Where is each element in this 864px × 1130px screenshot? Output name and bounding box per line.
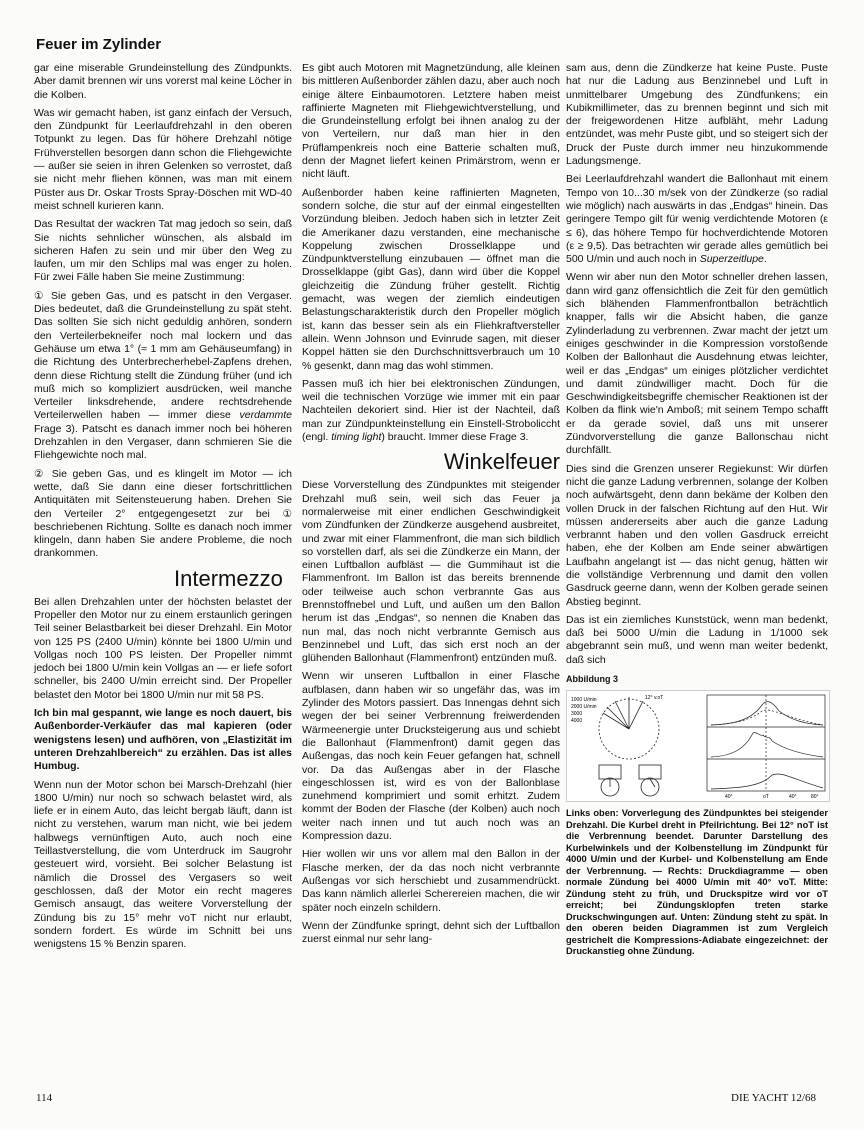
paragraph: Diese Vorverstellung des Zündpunktes mit steigender Drehzahl muß sein, weil sich das Feuer ja normalerweise mit einer endlichen Geschwindigkeit vom Zündfunken der Zündkerze ausgehend ausbreitet, und zwar mit einer Flammenfront, die man sich bildlich so vorstellen darf, als sei die Zündkerze ein Mann, der einen Luftballon aufbläst — die Gummihaut ist die Flammenfront. Im Ballon ist das bereits brennende oder teilweise auch schon verbrannte Gas aus Brennstoffnebel und Luft, und außen um den Ballon herum ist das „Endgas“, so nennen die Knaben das nun mal, das noch nicht verbrannte Gemisch aus Benzinnebel und Luft, das sich erst noch an der glühenden Ballonhaut (Flammenfront) entzünden muß. (302, 479, 560, 665)
figure-3-drawing (567, 691, 829, 801)
pressure-diagrams (707, 695, 825, 791)
paragraph: Wenn wir unseren Luftballon in einer Flasche aufblasen, dann haben wir so ungefähr das, was im Zylinder des Motors passiert. Das Innengas dehnt sich wegen der bei seiner Verbrennung freiwerdenden Wärmeenergie unter Drucksteigerung aus und schiebt die Ballonhaut (Flammenfront) damit gegen das Außengas, das noch kein Feuer gefangen hat, schnell vor. Da das Außengas aber in der Flasche eingeschlossen ist, wird es von der Ballonblase zunehmend komprimiert und somit erhitzt. Zudem kommt der Boden der Flasche (der Kolben) auch noch weiter nach innen und tut auch noch was an Kompression dazu. (302, 670, 560, 843)
rpm-label: 4000 (571, 718, 583, 725)
paragraph: Wenn wir aber nun den Motor schneller drehen lassen, dann wird ganz offensichtlich die Zeit für den gemütlich sich blähenden Flammenfrontballon beträchtlich knapper, falls wir die Absicht haben, die ganze Zylinderladung zu verbrennen. Zwar macht der jetzt um einiges geschwinder in die Kompression vorstoßende Kolben der Ballonhaut die Ausdehnung etwas leichter, weil er das „Endgas“ um einiges plötzlicher verdichtet und damit zündwilliger macht. Doch für die Geschwindigkeitsbegriffe chemischer Reaktionen ist der Kolben da flink wie'n Amboß; mit seinem Tempo schafft er da gerade soviel, daß uns mit unserer Zündvorverstellung die ganze Ballonschau nicht durchfällt. (566, 271, 828, 457)
rpm-label: 2000 U/min (571, 704, 597, 711)
heading-intermezzo: Intermezzo (174, 565, 283, 591)
heading-winkelfeuer: Winkelfeuer (443, 449, 560, 475)
angle-label: 12° v.oT (645, 695, 664, 702)
magazine-footer: DIE YACHT 12/68 (731, 1092, 816, 1104)
paragraph: Außenborder haben keine raffinierten Magneten, sondern solche, die stur auf der einmal eingestellten Vorzündung bleiben. Jedoch haben sich in letzter Zeit die Amerikaner dazu verstanden, eine mechanische Koppelung zwischen Drosselklappe und Zündpunktverstellung einzubauen — öffnet man die Drosselklappe (gibt Gas), dann wird über die Koppel gleichzeitig die Zündung früher gestellt. Richtig gemacht, was wegen der ziemlich eindeutigen Belastungscharakteristik durch den Propeller möglich ist, kann das besser sein als ein Fliehkraftversteller allein. Wenn Johnson und Evinrude sagen, mit dieser Koppel hätten sie den Durchschnittsverbrauch um 10 % gesenkt, dann mag das wohl stimmen. (302, 186, 560, 372)
text-run: ① Sie geben Gas, und es patscht in den Vergaser. Dies bedeutet, daß die Grundeinstellung zu spät steht. Das sollten Sie sich nicht geduldig anhören, sondern den Verteilerbekneifer noch mal lockern und das Gehäuse um etwa 1° (≈ 1 mm am Gehäuseumfang) in die Richtung des Unterbrecherhebel-Zapfens drehen, denn diese Richtung stellt die Zündung früher (und ich muß mich so kompliziert ausdrücken, weil manche Verteiler linksdrehende, andere rechtsdrehende Verteilerwellen haben — immer diese (34, 289, 292, 422)
figure-caption: Links oben: Vorverlegung des Zündpunktes bei steigender Drehzahl. Die Kurbel dreht in Pfeilrichtung. Bei 12° noT ist die Verbrennung beendet. Darunter Darstellung des Kurbelwinkels und der Kolbenstellung im Zündpunkt für 4000 U/min und der Kurbel- und Kolbenstellung am Ende der Verbrennung. — Rechts: Druckdiagramme — oben normale Zündung bei 4000 U/min mit 40° voT. Mitte: Zündung steht zu früh, und Druckspitze wird vor oT erreicht; bei Zündungsklopfen treten starke Druckschwingungen auf. Unten: Zündung steht zu spät. In den oberen beiden Diagrammen ist zum Vergleich gestrichelt die Kompressions-Adiabate eingezeichnet: der Druckanstieg ohne Zündung. (566, 808, 828, 957)
tick-label: 40° (789, 794, 797, 801)
paragraph: Was wir gemacht haben, ist ganz einfach der Versuch, den Zündpunkt für Leerlaufdrehzahl in den oberen Totpunkt zu legen. Das für höhere Drehzahl nötige Frühverstellen besorgen dann schon die Fliehgewichte — außer sie seien in ihren Gelenken so verrostet, daß sie nicht mehr fliehen können, was man mit einem Püster aus Dr. Oskar Trosts Spray-Döschen mit WD-40 meist schnell kurieren kann. (34, 106, 292, 212)
rpm-label: 3000 (571, 711, 583, 718)
paragraph: Das ist ein ziemliches Kunststück, wenn man bedenkt, daß bei 5000 U/min die Ladung in 1/1000 sek abgebrannt sein muß, und wenn man weiter bedenkt, daß sich (566, 613, 828, 666)
paragraph: Hier wollen wir uns vor allem mal den Ballon in der Flasche merken, der da das noch nicht verbrannte Außengas vor sich herschiebt und zusammendrückt. Das kann nämlich allerlei Scherereien machen, die wir später noch einzeln schildern. (302, 848, 560, 914)
paragraph: Das Resultat der wackren Tat mag jedoch so sein, daß Sie nichts sehnlicher wünschen, als alsbald im sicheren Hafen zu sein und mir über den Weg zu laufen, um mir den Schlips mal was enger zu holen. Für zwei Fälle haben Sie meine Zustimmung: (34, 218, 292, 284)
rpm-label: 1000 U/min (571, 697, 597, 704)
section-title: Feuer im Zylinder (36, 36, 162, 53)
page-number: 114 (36, 1092, 53, 1104)
crank-diagram (599, 695, 664, 796)
paragraph: ② Sie geben Gas, und es klingelt im Motor — ich wette, daß Sie dann eine dieser fortschrittlichen Antiquitäten mit Seitensteuerung haben. Drehen Sie den Verteiler 2° entgegengesetzt zur bei ① beschriebenen Richtung. Sollte es danach noch immer klingeln, dann haben Sie andere Probleme, die noch drankommen. (34, 467, 292, 560)
text-run: Passen muß ich hier bei elektronischen Zündungen, weil die technischen Vorzüge wie immer mit ein paar Nachteilen dekoriert sind. Hier ist der Nachteil, daß man zur Zündpunkteinstellung ein Einstell-Stroboliccht (engl. (302, 377, 560, 444)
emphasis: Superzeitlupe (699, 253, 764, 266)
tick-label: 80° (811, 794, 819, 801)
paragraph (34, 290, 292, 463)
tick-label: oT (763, 794, 769, 801)
tick-label: 40° (725, 794, 733, 801)
paragraph: gar eine miserable Grundeinstellung des Zündpunkts. Aber damit brennen wir uns vorerst mal keine Löcher in die Kolben. (34, 62, 292, 101)
paragraph: sam aus, denn die Zündkerze hat keine Puste. Puste hat nur die Ladung aus Benzinnebel und Luft in unmittelbarer Umgebung des Zündfunkens; ein Kubikmillimeter, das zu brennen beginnt und sich mit der freigewordenen Hitze aufbläht, mehr Ladung entzündet, was mehr Puste gibt, und so steigert sich der Druck der Puste durch immer neu hinzukommende Ladungsmenge. (566, 62, 828, 168)
paragraph-bold: Ich bin mal gespannt, wie lange es noch dauert, bis Außenborder-Verkäufer das mal kapieren (oder wenigstens lesen) und aufhören, von „Elastizität im unteren Drehzahlbereich“ zu erzählen. Das ist alles Humbug. (34, 707, 292, 773)
column-2 (302, 62, 560, 951)
emphasis: timing light (331, 431, 382, 444)
emphasis: verdammte (239, 409, 293, 422)
column-1 (34, 62, 292, 956)
figure-3 (566, 690, 830, 802)
paragraph: Wenn der Zündfunke springt, dehnt sich der Luftballon zuerst einmal nur sehr lang- (302, 919, 560, 946)
figure-label: Abbildung 3 (566, 674, 618, 685)
paragraph: Bei allen Drehzahlen unter der höchsten belastet der Propeller den Motor nur zu einem erstaunlich geringen Teil seiner Belastbarkeit bei dieser Drehzahl. Ein Motor von 125 PS (2400 U/min) könnte bei 1800 U/min und Vollgas noch 100 PS leisten. Der Propeller nimmt jedoch bei 1800 U/min kein Vollgas an — er liefe sofort schneller, bis 2400 U/min erreicht sind. Der Propeller belastet den Motor bei 1800 U/min nur mit 58 PS. (34, 595, 292, 701)
text-run: . (763, 253, 767, 266)
paragraph: Es gibt auch Motoren mit Magnetzündung, alle kleinen bis mittleren Außenborder zählen dazu, aber auch noch einige ältere Einbaumotoren. Letztere haben meist raffinierte Magneten mit Fliehgewichtverstellung, und die Grundeinstellung erfolgt bei ihnen analog zu der von Verteilern, nur daß man hier in den Prüflampenkreis noch eine Batterie schalten muß, denn der Magnet liefert keinen Primärstrom, wenn er nicht läuft. (302, 62, 560, 181)
paragraph (302, 378, 560, 444)
text-run: ) braucht. Immer diese Frage 3. (381, 431, 529, 444)
text-run: Frage 3). Patscht es danach immer noch bei höheren Drehzahlen in den Vergaser, dann schmieren Sie die Fliehgewichte noch mal. (34, 422, 292, 462)
paragraph (566, 173, 828, 266)
text-run: Bei Leerlaufdrehzahl wandert die Ballonhaut mit einem Tempo von 10...30 m/sek von der Zündkerze (so radial wie möglich) nach auswärts in das „Endgas“ hinein. Das geringere Tempo gilt für wenig verdichtende Motoren (ε ≤ 6), das höhere Tempo für hochverdichtende Motoren (ε ≥ 9,5). Das betrachten wir gerade alles gemütlich bei 500 U/min und auch noch in (566, 173, 828, 266)
paragraph: Wenn nun der Motor schon bei Marsch-Drehzahl (hier 1800 U/min) nur noch so schwach belastet wird, als liefe er in einem Auto, das leicht bergab läuft, dann ist nicht zu verstehen, warum man nicht, wie bei jedem halbwegs vernünftigen Auto, auch noch eine Teillastverstellung, die vom Unterdruck im Saugrohr gesteuert wird, vorsieht. Bei solcher Belastung ist nämlich die Drossel des Vergasers so weit geschlossen, daß der Motor ein recht mageres Gemisch ansaugt, das weitere Vorverstellung der Zündung bis zu 15° mehr voT nicht nur erlaubt, sondern fordert. Es würde im Schnitt bei uns wenigstens 15 % Benzin sparen. (34, 778, 292, 951)
column-3 (566, 62, 828, 958)
paragraph: Dies sind die Grenzen unserer Regiekunst: Wir dürfen nicht die ganze Ladung verbrennen, solange der Kolben noch aufwärtsgeht, denn dann bekäme der Kolben den vollen Druck in der falschen Richtung auf den Hut. Wir müssen andererseits aber auch die ganze Ladung verbrannt haben und den vollen Gasdruck erreicht haben, ehe der Kolben am Ende seiner abwärtigen Laufbahn angelangt ist — das nicht genug, hätten wir die vollständige Verbrennung und damit den vollen Gasdruck geerne dann, wenn der Kolben gerade seinen Abstieg beginnt. (566, 462, 828, 608)
